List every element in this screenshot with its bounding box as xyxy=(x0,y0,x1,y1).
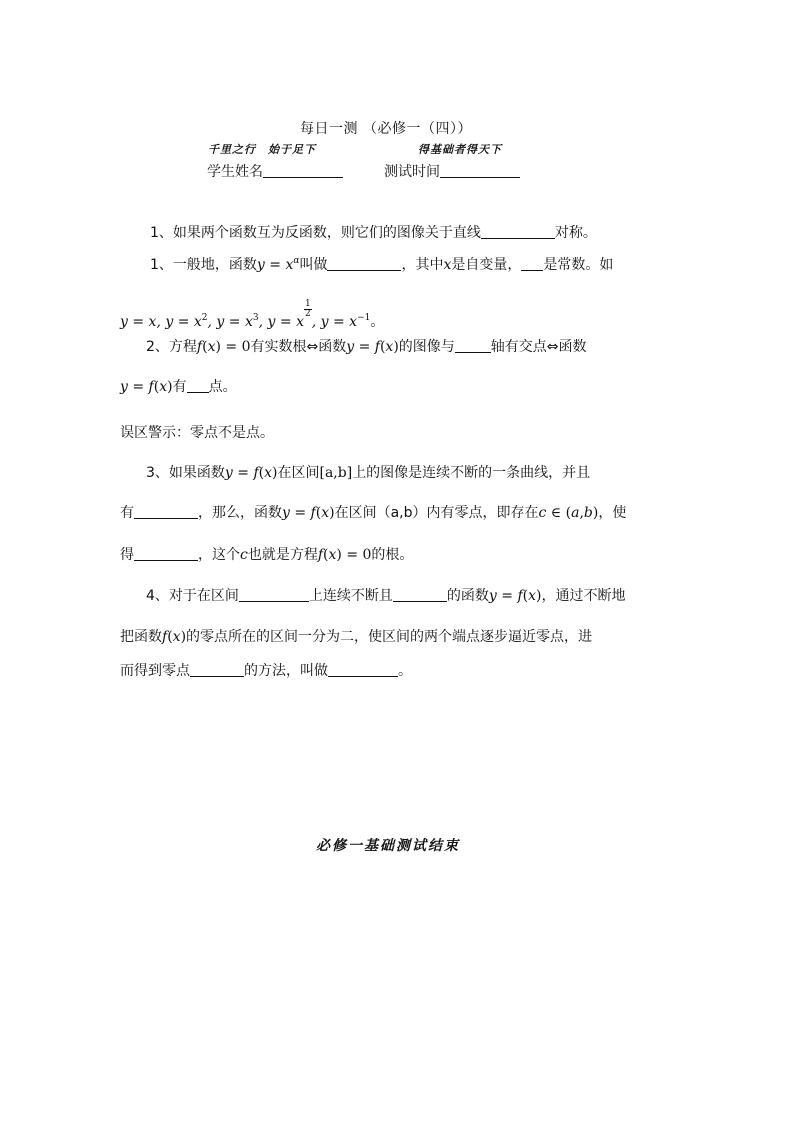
power-function-formula: $y = x^\alpha$ xyxy=(256,256,300,273)
q3-text-c: 上的图像是连续不断的一条曲线，并且 xyxy=(352,465,591,481)
student-name-blank[interactable] xyxy=(263,163,343,178)
c-in-ab: c ∈ (a,b) xyxy=(538,505,599,521)
warning-text: 误区警示：零点不是点。 xyxy=(120,425,274,441)
test-time-row xyxy=(384,161,520,181)
test-time-label: 测试时间 xyxy=(384,164,440,180)
function-y-fx-4: y = f(x) xyxy=(282,505,335,521)
function-y-fx-2: y = f(x) xyxy=(120,379,173,395)
question-4-cont xyxy=(120,626,592,646)
q2-text-f: 点。 xyxy=(208,379,237,395)
q4-text-a: 4、对于在区间 xyxy=(146,588,239,604)
function-y-fx-3: y = f(x) xyxy=(224,465,278,481)
equation-fx-zero: f(x) = 0 xyxy=(196,339,251,355)
q2-text-d: 轴有交点⇔函数 xyxy=(490,339,587,355)
q4-blank-approx[interactable] xyxy=(190,662,244,677)
variable-c: c xyxy=(240,547,248,563)
q2-text-c: 的图像与 xyxy=(398,339,455,355)
q1-blank[interactable] xyxy=(481,224,555,239)
question-3-cont-2 xyxy=(120,544,413,564)
q3-text-i: ，这个 xyxy=(198,547,240,563)
q3-text-k: 的根。 xyxy=(371,547,414,563)
q3-text-a: 3、如果函数 xyxy=(146,465,225,481)
q1b-blank-1[interactable] xyxy=(327,256,401,271)
page-title: 每日一测 （必修一（四）） xyxy=(300,121,472,137)
q4-text-b: 上连续不断且 xyxy=(308,588,393,604)
q2-text-b: 有实数根⇔函数 xyxy=(250,339,347,355)
variable-x: x xyxy=(443,257,452,273)
function-y-fx: y = f(x) xyxy=(346,339,399,355)
function-y-fx-5: y = f(x) xyxy=(488,588,542,604)
student-name-row xyxy=(207,161,343,181)
q1b-text-d: 是自变量， xyxy=(451,257,522,273)
q1b-text-e: 是常数。如 xyxy=(543,257,614,273)
q2-blank-point[interactable] xyxy=(187,378,209,393)
q3-text-g: ，使 xyxy=(598,505,627,521)
question-2-cont xyxy=(120,376,237,396)
motto-left: 千里之行 始于足下 xyxy=(208,143,316,156)
equation-fx-zero-2: f(x) = 0 xyxy=(317,547,372,563)
examples-end: 。 xyxy=(370,314,385,330)
question-1b xyxy=(150,254,613,274)
q3-blank-condition[interactable] xyxy=(134,504,198,519)
test-time-blank[interactable] xyxy=(440,163,520,178)
q3-text-d: 有 xyxy=(120,505,134,521)
question-4-cont-2 xyxy=(120,660,412,680)
q4-blank-property[interactable] xyxy=(393,587,447,602)
q4-text-g: 而得到零点 xyxy=(120,663,190,679)
q4-text-d: ，通过不断地 xyxy=(541,588,626,604)
q1b-text-b: 叫做 xyxy=(299,257,328,273)
q2-text-e: 有 xyxy=(172,379,187,395)
q3-text-f: 在区间（a,b）内有零点，即存在 xyxy=(334,505,539,521)
q3-blank-value[interactable] xyxy=(134,546,198,561)
q1b-text-a: 1、一般地，函数 xyxy=(150,257,257,273)
q4-text-e: 把函数 xyxy=(120,629,162,645)
function-fx: f(x) xyxy=(162,629,187,645)
question-3 xyxy=(146,462,590,482)
q3-text-h: 得 xyxy=(120,547,134,563)
q1b-blank-2[interactable] xyxy=(521,256,543,271)
q3-text-j: 也就是方程 xyxy=(247,547,318,563)
q2-blank-axis[interactable] xyxy=(455,338,491,353)
q2-text-a: 2、方程 xyxy=(146,339,197,355)
q1-text-a: 1、如果两个函数互为反函数，则它们的图像关于直线 xyxy=(150,225,481,241)
q3-text-e: ，那么，函数 xyxy=(198,505,282,521)
q4-text-h: 的方法，叫做 xyxy=(244,663,328,679)
q4-blank-method[interactable] xyxy=(328,662,398,677)
q4-text-f: 的零点所在的区间一分为二，使区间的两个端点逐步逼近零点，进 xyxy=(186,629,593,645)
footer-text: 必修一基础测试结束 xyxy=(316,838,460,854)
q4-text-i: 。 xyxy=(398,663,412,679)
q1-text-b: 对称。 xyxy=(554,225,597,241)
interval-ab: [a,b] xyxy=(319,465,353,481)
question-1 xyxy=(150,222,597,242)
question-2 xyxy=(146,336,587,356)
q4-blank-interval[interactable] xyxy=(239,587,309,602)
student-name-label: 学生姓名 xyxy=(207,164,263,180)
power-function-examples: y = x, $y = x^2$, $y = x^3$, y = x $\frac{1}{2}$ , $y = x^{-1}$。 xyxy=(120,299,385,330)
q4-text-c: 的函数 xyxy=(446,588,489,604)
q1b-text-c: ，其中 xyxy=(401,257,444,273)
question-3-cont xyxy=(120,502,626,522)
q3-text-b: 在区间 xyxy=(277,465,320,481)
question-4 xyxy=(146,585,626,605)
motto-right: 得基础者得天下 xyxy=(418,143,502,156)
